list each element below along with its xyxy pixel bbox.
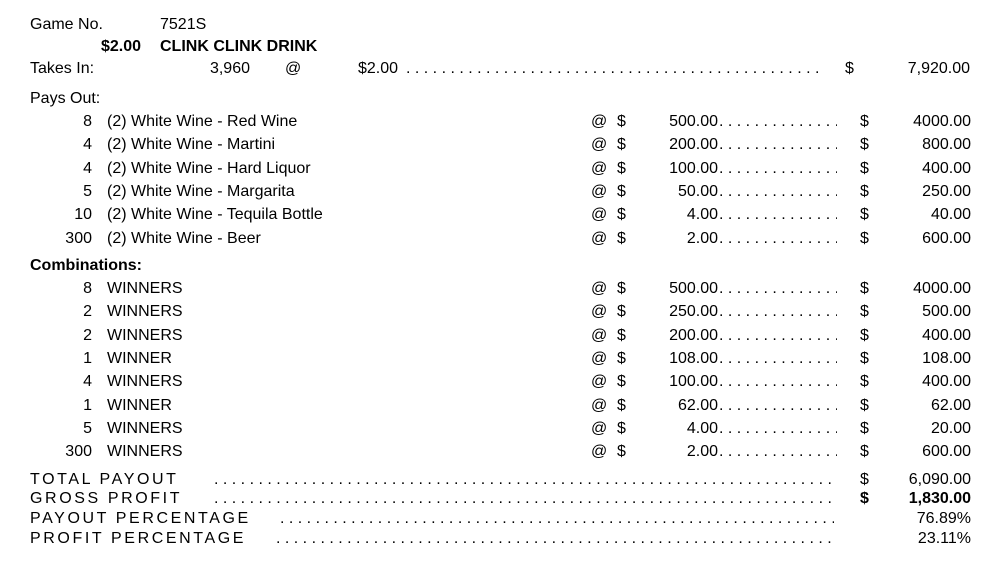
total-payout-dollar: $ (860, 471, 869, 488)
row-total: 500.00 (922, 303, 971, 321)
row-currency: $ (617, 373, 626, 391)
row-at-sign: @ (591, 229, 608, 247)
row-total-currency: $ (860, 229, 869, 247)
row-leader-dots (719, 398, 837, 414)
row-leader-dots (719, 184, 837, 200)
row-total: 4000.00 (913, 113, 971, 130)
row-currency: $ (617, 280, 626, 297)
row-amount: 500.00 (669, 280, 718, 297)
row-count: 2 (83, 326, 92, 344)
row-at-sign: @ (591, 443, 608, 461)
row-total-currency: $ (860, 136, 869, 154)
row-count: 2 (83, 303, 92, 321)
row-description: WINNERS (107, 373, 183, 391)
row-amount: 108.00 (669, 349, 718, 367)
takes-in-price: $2.00 (358, 60, 399, 77)
row-at-sign: @ (591, 396, 608, 414)
row-total-currency: $ (860, 303, 869, 321)
row-currency: $ (617, 349, 626, 367)
row-total-currency: $ (860, 280, 869, 297)
gross-profit-dollar: $ (860, 490, 869, 507)
row-total-currency: $ (860, 113, 869, 130)
row-leader-dots (719, 114, 837, 130)
takes-in-total: 7,920.00 (907, 60, 970, 77)
row-at-sign: @ (591, 373, 608, 391)
row-currency: $ (617, 182, 626, 200)
row-total: 600.00 (922, 229, 971, 247)
payout-percentage-value: 76.89% (916, 510, 971, 527)
row-description: (2) White Wine - Hard Liquor (107, 159, 311, 177)
row-leader-dots (719, 421, 837, 437)
total-payout-label: TOTAL PAYOUT (30, 471, 179, 488)
row-description: (2) White Wine - Martini (107, 136, 276, 154)
row-leader-dots (719, 137, 837, 153)
row-amount: 500.00 (669, 113, 718, 130)
row-description: WINNER (107, 349, 172, 367)
row-count: 4 (83, 136, 92, 154)
row-count: 1 (83, 349, 92, 367)
row-total: 600.00 (922, 443, 971, 461)
row-currency: $ (617, 419, 626, 437)
row-description: WINNERS (107, 443, 183, 461)
row-amount: 200.00 (669, 136, 718, 154)
game-price: $2.00 (101, 38, 142, 55)
row-currency: $ (617, 229, 626, 247)
takes-in-label: Takes In: (30, 60, 95, 77)
row-total: 20.00 (930, 419, 971, 437)
profit-percentage-leader-dots (276, 531, 834, 547)
row-description: (2) White Wine - Margarita (107, 182, 295, 200)
row-count: 300 (65, 443, 92, 461)
row-at-sign: @ (591, 349, 608, 367)
combinations-label: Combinations: (30, 257, 142, 274)
row-currency: $ (617, 159, 626, 177)
row-total-currency: $ (860, 349, 869, 367)
profit-percentage-label: PROFIT PERCENTAGE (30, 530, 247, 547)
row-currency: $ (617, 136, 626, 154)
row-leader-dots (719, 351, 837, 367)
row-total: 108.00 (922, 349, 971, 367)
row-description: WINNERS (107, 326, 183, 344)
row-amount: 200.00 (669, 326, 718, 344)
row-at-sign: @ (591, 182, 608, 200)
row-description: WINNER (107, 396, 172, 414)
takes-in-leader-dots (406, 61, 821, 77)
row-description: (2) White Wine - Tequila Bottle (107, 206, 323, 224)
total-payout-leader-dots (214, 472, 834, 488)
row-count: 4 (83, 373, 92, 391)
row-description: (2) White Wine - Red Wine (107, 113, 298, 130)
row-leader-dots (719, 444, 837, 460)
game-no-value: 7521S (160, 16, 207, 33)
row-total: 400.00 (922, 373, 971, 391)
takes-in-dollar: $ (845, 60, 854, 77)
row-amount: 2.00 (686, 443, 718, 461)
row-amount: 50.00 (677, 182, 718, 200)
row-total-currency: $ (860, 326, 869, 344)
row-total: 40.00 (930, 206, 971, 224)
row-at-sign: @ (591, 419, 608, 437)
row-count: 8 (83, 280, 92, 297)
row-amount: 4.00 (686, 419, 718, 437)
row-description: (2) White Wine - Beer (107, 229, 261, 247)
row-currency: $ (617, 206, 626, 224)
row-count: 10 (74, 206, 92, 224)
gross-profit-value: 1,830.00 (908, 490, 971, 507)
game-no-label: Game No. (30, 16, 103, 33)
row-at-sign: @ (591, 303, 608, 321)
gross-profit-leader-dots (214, 491, 834, 507)
row-total-currency: $ (860, 419, 869, 437)
row-total-currency: $ (860, 373, 869, 391)
row-count: 5 (83, 419, 92, 437)
row-at-sign: @ (591, 136, 608, 154)
row-total-currency: $ (860, 443, 869, 461)
row-count: 1 (83, 396, 92, 414)
row-leader-dots (719, 207, 837, 223)
row-total: 62.00 (930, 396, 971, 414)
row-at-sign: @ (591, 280, 608, 297)
row-at-sign: @ (591, 113, 608, 130)
row-leader-dots (719, 161, 837, 177)
payout-percentage-leader-dots (280, 511, 834, 527)
row-description: WINNERS (107, 419, 183, 437)
row-count: 300 (65, 229, 92, 247)
row-count: 4 (83, 159, 92, 177)
row-total: 400.00 (922, 159, 971, 177)
game-name: CLINK CLINK DRINK (160, 38, 318, 55)
takes-in-count: 3,960 (209, 60, 250, 77)
total-payout-value: 6,090.00 (908, 471, 971, 488)
row-description: WINNERS (107, 303, 183, 321)
row-leader-dots (719, 328, 837, 344)
pays-out-label: Pays Out: (30, 90, 101, 107)
row-at-sign: @ (591, 326, 608, 344)
row-at-sign: @ (591, 159, 608, 177)
row-total: 250.00 (922, 182, 971, 200)
row-leader-dots (719, 281, 837, 297)
row-leader-dots (719, 231, 837, 247)
row-total-currency: $ (860, 182, 869, 200)
row-total: 800.00 (922, 136, 971, 154)
row-at-sign: @ (591, 206, 608, 224)
row-leader-dots (719, 374, 837, 390)
gross-profit-label: GROSS PROFIT (30, 490, 183, 507)
row-currency: $ (617, 113, 626, 130)
row-count: 8 (83, 113, 92, 130)
row-currency: $ (617, 443, 626, 461)
row-count: 5 (83, 182, 92, 200)
row-total: 4000.00 (913, 280, 971, 297)
row-leader-dots (719, 304, 837, 320)
payout-percentage-label: PAYOUT PERCENTAGE (30, 510, 251, 527)
row-amount: 4.00 (686, 206, 718, 224)
row-currency: $ (617, 396, 626, 414)
takes-in-at: @ (285, 60, 302, 77)
row-total-currency: $ (860, 206, 869, 224)
row-total-currency: $ (860, 159, 869, 177)
row-currency: $ (617, 326, 626, 344)
row-amount: 100.00 (669, 373, 718, 391)
row-amount: 2.00 (686, 229, 718, 247)
row-amount: 250.00 (669, 303, 718, 321)
row-currency: $ (617, 303, 626, 321)
profit-percentage-value: 23.11% (917, 530, 971, 547)
row-total: 400.00 (922, 326, 971, 344)
row-amount: 62.00 (677, 396, 718, 414)
row-description: WINNERS (107, 280, 183, 297)
row-amount: 100.00 (669, 159, 718, 177)
row-total-currency: $ (860, 396, 869, 414)
